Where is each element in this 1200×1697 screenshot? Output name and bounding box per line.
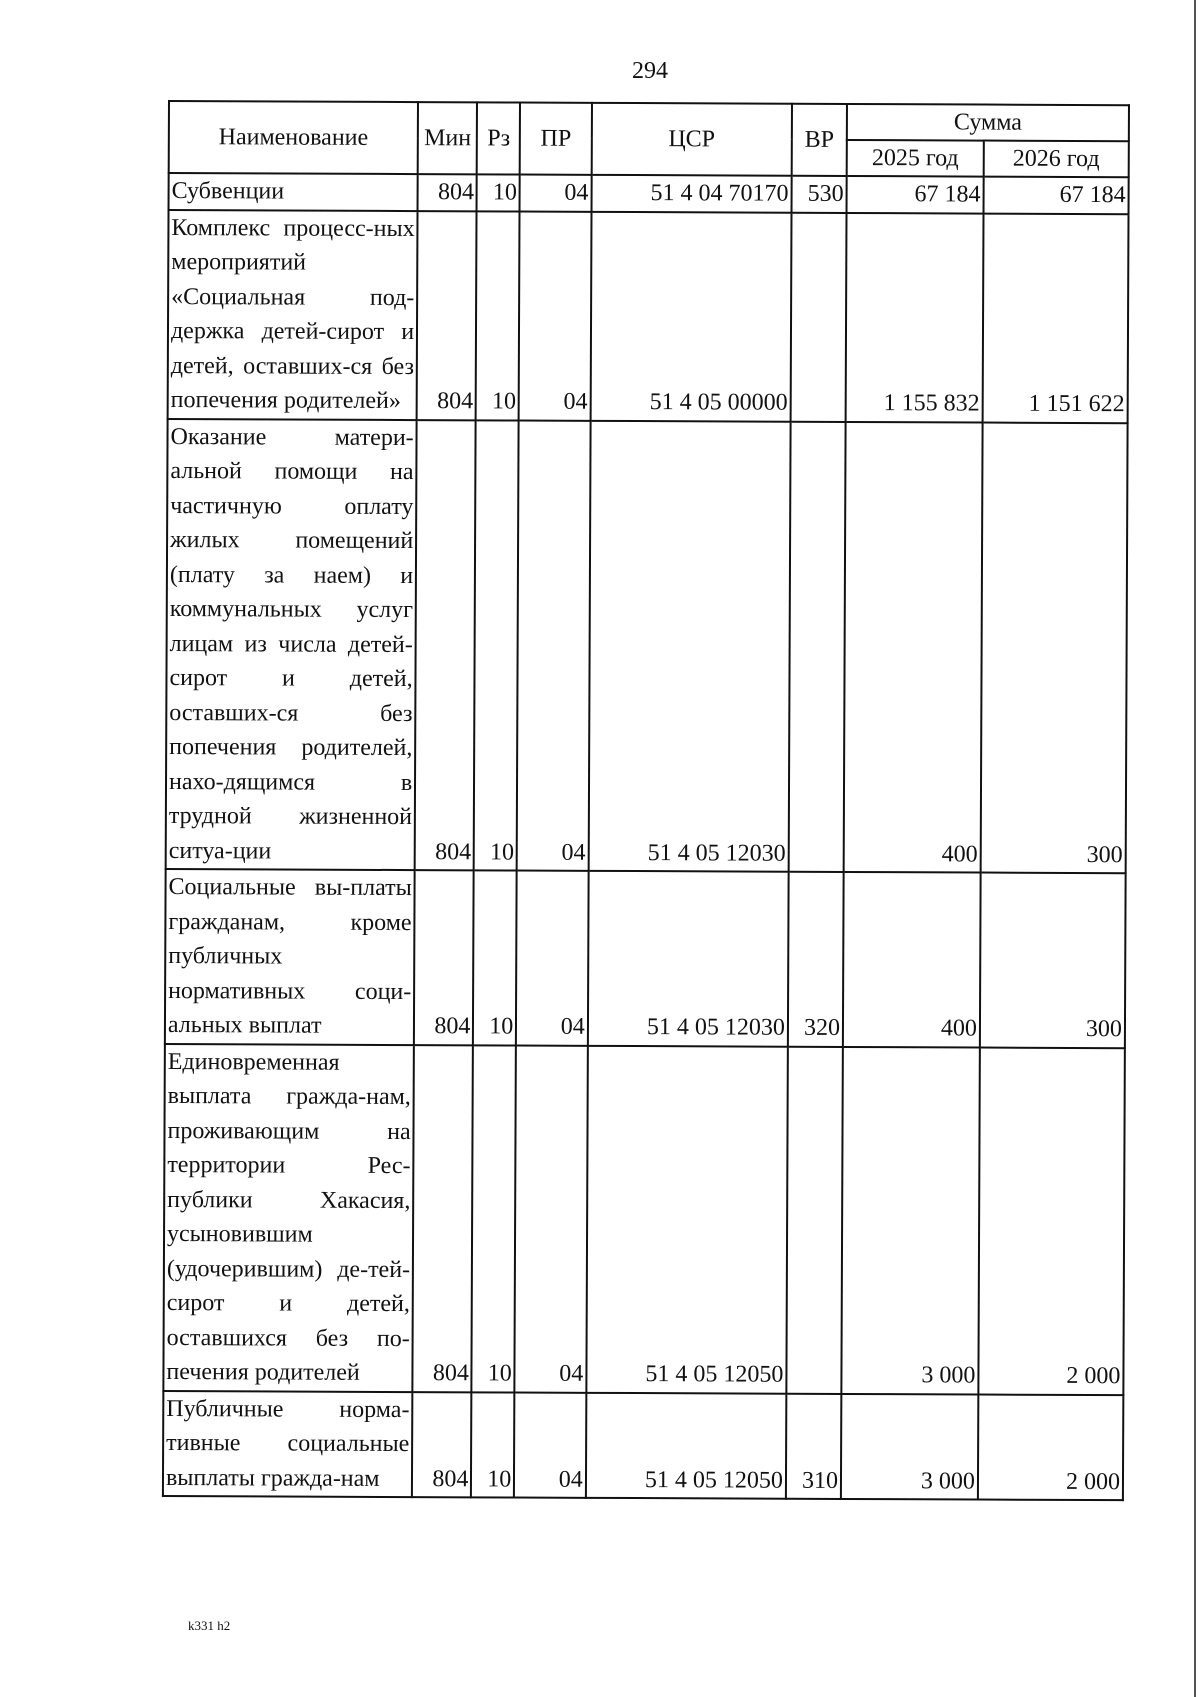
row-name: Публичные норма-тивные социальные выплаты гражда-нам: [163, 1390, 413, 1497]
header-min: Мин: [418, 102, 478, 174]
row-sum-2025: 3 000: [841, 1393, 978, 1499]
row-vr: [786, 1046, 843, 1393]
row-rz: 10: [474, 420, 519, 871]
row-csr: 51 4 05 12050: [586, 1045, 788, 1393]
row-name: Оказание матери-альной помощи на частичную оплату жилых помещений (плату за наем) и коммунальных услуг лицам из числа детей-сирот и детей, оставших-ся без попечения родителей, нахо-дящимся в трудной жизненной ситуа-ции: [166, 419, 417, 871]
row-min: 804: [412, 1392, 472, 1498]
header-year-2025: 2025 год: [847, 140, 984, 177]
budget-table: [162, 100, 1130, 1501]
row-csr: 51 4 05 00000: [590, 211, 791, 421]
row-sum-2025: 67 184: [847, 176, 984, 213]
row-sum-2026: 2 000: [978, 1047, 1125, 1395]
header-sum: Сумма: [847, 104, 1129, 141]
row-pr: 04: [516, 871, 588, 1046]
row-rz: 10: [476, 211, 520, 420]
row-min: 804: [415, 420, 476, 871]
header-pr: ПР: [520, 103, 592, 175]
header-csr: ЦСР: [591, 103, 791, 176]
header-vr: ВР: [792, 104, 847, 176]
row-name: Субвенции: [169, 173, 418, 211]
row-sum-2026: 1 151 622: [983, 213, 1129, 423]
row-sum-2025: 400: [843, 872, 981, 1047]
header-rz: Рз: [477, 102, 520, 174]
table-row: [163, 1390, 1123, 1500]
row-min: 804: [418, 174, 477, 211]
table-row: [168, 210, 1129, 423]
row-sum-2026: 300: [980, 873, 1126, 1048]
table-row: [169, 173, 1129, 214]
table-row: [165, 869, 1126, 1048]
row-name: Социальные вы-платы гражданам, кроме публичных нормативных соци-альных выплат: [165, 869, 415, 1045]
row-vr: 530: [791, 176, 846, 213]
row-sum-2026: 2 000: [978, 1394, 1124, 1500]
row-vr: 310: [786, 1393, 842, 1499]
page-edge: [1194, 0, 1196, 1697]
row-csr: 51 4 04 70170: [591, 175, 791, 212]
row-rz: 10: [477, 174, 520, 211]
row-rz: 10: [472, 1045, 516, 1392]
table-row: [163, 1043, 1125, 1394]
row-sum-2025: 400: [844, 421, 983, 872]
row-pr: 04: [517, 420, 590, 871]
row-rz: 10: [473, 870, 517, 1045]
row-sum-2026: 300: [981, 422, 1128, 873]
row-pr: 04: [514, 1392, 586, 1498]
row-sum-2025: 3 000: [841, 1046, 979, 1394]
row-pr: 04: [515, 1045, 588, 1392]
row-pr: 04: [520, 175, 592, 212]
footer-code: k331 h2: [188, 1618, 231, 1633]
row-csr: 51 4 05 12030: [588, 420, 790, 871]
row-vr: [791, 212, 847, 421]
row-rz: 10: [471, 1392, 514, 1498]
table-row: [166, 419, 1128, 874]
row-csr: 51 4 05 12030: [588, 871, 789, 1046]
row-sum-2025: 1 155 832: [846, 212, 984, 422]
header-name: Наименование: [169, 101, 418, 174]
row-min: 804: [414, 870, 474, 1045]
row-name: Комплекс процесс-ных мероприятий «Социальная под-держка детей-сирот и детей, оставших-ся без попечения родителей»: [168, 210, 418, 420]
row-csr: 51 4 05 12050: [586, 1392, 787, 1498]
row-min: 804: [413, 1045, 474, 1392]
row-min: 804: [417, 211, 477, 420]
row-sum-2026: 67 184: [983, 177, 1128, 214]
row-vr: 320: [788, 872, 844, 1047]
row-vr: [789, 421, 846, 872]
header-year-2026: 2026 год: [984, 141, 1129, 178]
row-name: Единовременная выплата гражда-нам, проживающим на территории Рес-публики Хакасия, усыновившим (удочерившим) де-тей-сирот и детей, оставшихся без по-печения родителей: [163, 1043, 414, 1391]
row-pr: 04: [519, 211, 591, 420]
page-number: 294: [632, 58, 668, 84]
